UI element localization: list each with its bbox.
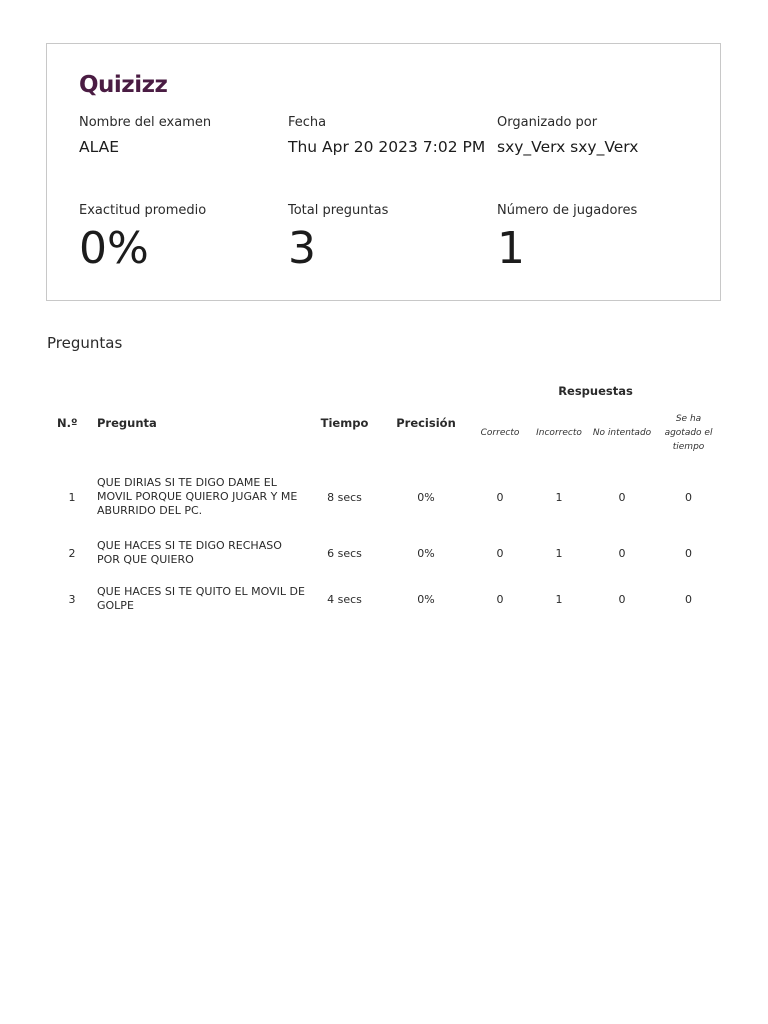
row-incorrect: 1 xyxy=(555,592,563,606)
summary-card xyxy=(46,43,721,301)
row-question: QUE HACES SI TE DIGO RECHASO POR QUE QUIERO xyxy=(97,539,282,566)
organizer-field xyxy=(497,115,638,157)
row-precision: 0% xyxy=(417,490,435,504)
header-agotado: Se ha agotado el tiempo xyxy=(664,414,713,452)
row-question: QUE HACES SI TE QUITO EL MOVIL DE GOLPE xyxy=(97,585,305,612)
row-not-attempted: 0 xyxy=(618,592,626,606)
header-correcto: Correcto xyxy=(480,428,520,438)
accuracy-value: 0% xyxy=(79,223,149,274)
row-time: 6 secs xyxy=(327,546,362,560)
row-incorrect: 1 xyxy=(555,546,563,560)
row-time: 8 secs xyxy=(327,490,362,504)
date-field xyxy=(288,115,485,157)
header-no-intentado: No intentado xyxy=(592,428,652,438)
total-questions-value: 3 xyxy=(288,223,316,274)
header-incorrecto: Incorrecto xyxy=(536,428,582,438)
header-group-row xyxy=(47,380,721,402)
quizizz-logo: Quizizz xyxy=(79,72,168,98)
table-row xyxy=(47,464,721,530)
row-correct: 0 xyxy=(496,592,504,606)
accuracy-field xyxy=(79,203,206,273)
header-no: N.º xyxy=(57,416,78,430)
date-value: Thu Apr 20 2023 7:02 PM xyxy=(288,138,486,156)
date-label: Fecha xyxy=(288,115,327,130)
row-question: QUE DIRIAS SI TE DIGO DAME EL MOVIL PORQUE QUIERO JUGAR Y ME ABURRIDO DEL PC. xyxy=(97,476,298,517)
organizer-value: sxy_Verx sxy_Verx xyxy=(497,138,639,156)
players-label: Número de jugadores xyxy=(497,203,638,218)
row-precision: 0% xyxy=(417,546,435,560)
header-respuestas: Respuestas xyxy=(558,384,633,398)
header-pregunta: Pregunta xyxy=(97,416,157,430)
exam-name-value: ALAE xyxy=(79,138,119,156)
header-tiempo: Tiempo xyxy=(320,416,369,430)
accuracy-label: Exactitud promedio xyxy=(79,203,207,218)
row-number: 1 xyxy=(68,490,76,504)
row-incorrect: 1 xyxy=(555,490,563,504)
row-correct: 0 xyxy=(496,546,504,560)
row-correct: 0 xyxy=(496,490,504,504)
row-timed-out: 0 xyxy=(685,592,693,606)
exam-name-field xyxy=(79,115,211,157)
players-field xyxy=(497,203,637,273)
row-not-attempted: 0 xyxy=(618,546,626,560)
total-questions-label: Total preguntas xyxy=(288,203,389,218)
row-timed-out: 0 xyxy=(685,490,693,504)
exam-name-label: Nombre del examen xyxy=(79,115,212,130)
row-timed-out: 0 xyxy=(685,546,693,560)
questions-table xyxy=(47,380,721,622)
table-row xyxy=(47,576,721,622)
header-precision: Precisión xyxy=(396,416,456,430)
section-title: Preguntas xyxy=(47,334,123,352)
row-precision: 0% xyxy=(417,592,435,606)
row-time: 4 secs xyxy=(327,592,362,606)
row-number: 3 xyxy=(68,592,76,606)
header-row xyxy=(47,402,721,464)
table-row xyxy=(47,530,721,576)
row-number: 2 xyxy=(68,546,76,560)
players-value: 1 xyxy=(497,223,525,274)
organizer-label: Organizado por xyxy=(497,115,598,130)
row-not-attempted: 0 xyxy=(618,490,626,504)
total-questions-field xyxy=(288,203,388,273)
